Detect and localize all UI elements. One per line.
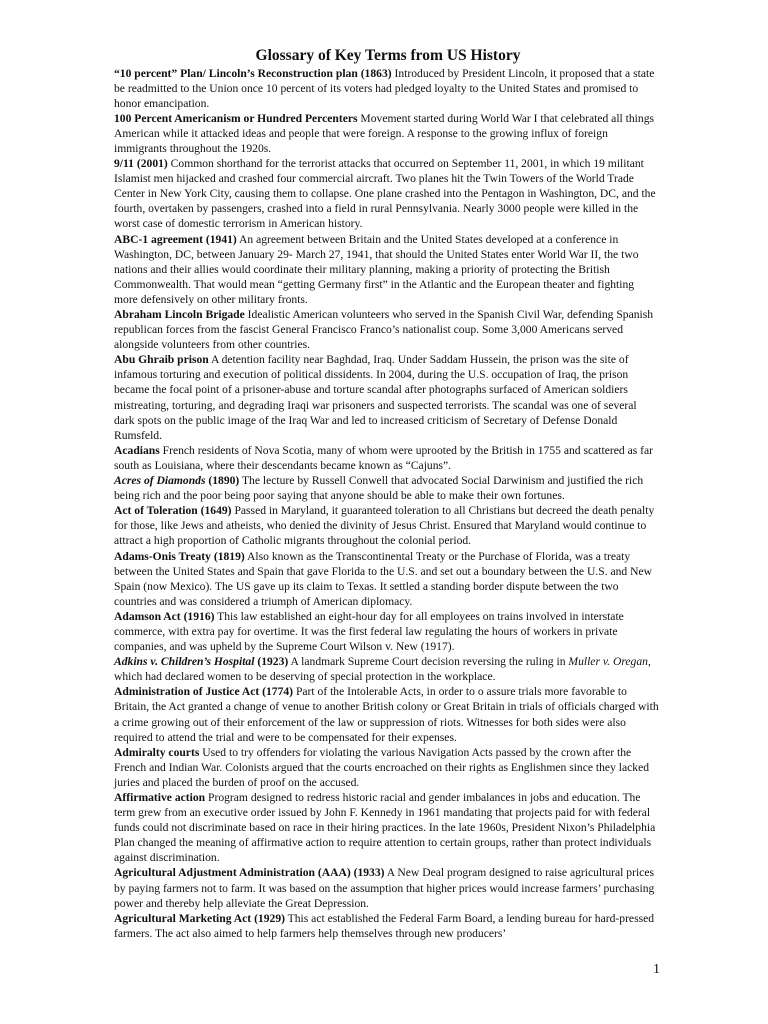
glossary-term: Abraham Lincoln Brigade	[114, 308, 245, 321]
glossary-definition: The lecture by Russell Conwell that advocated Social Darwinism and justified the rich being rich and the poor being poor saying that anyone should be able to make their own fortunes.	[114, 474, 644, 503]
glossary-definition: Common shorthand for the terrorist attacks that occurred on September 11, 2001, in which 19 militant Islamist men hijacked and crashed four commercial aircraft. Two planes hit the Twin Towers of the World Trade Center in New York City, causing them to collapse. One plane crashed into the Pentagon in Washington, DC, and the fourth, overtaken by passengers, crashed into a field in rural Pennsylvania. Nearly 3000 people were killed in the worst case of domestic terrorism in American history.	[114, 157, 656, 231]
glossary-entry	[114, 156, 659, 231]
glossary-definition-tail: , which had declared women to be deserving of special protection in the workplace.	[114, 655, 651, 684]
glossary-term: Acadians	[114, 443, 160, 457]
glossary-entry	[114, 911, 659, 941]
glossary-term-title: Acres of Diamonds	[114, 474, 206, 488]
glossary-term-title: Adkins v. Children’s Hospital	[114, 655, 255, 669]
glossary-term: “10 percent” Plan/ Lincoln’s Reconstruction plan (1863)	[114, 66, 392, 80]
glossary-entries	[114, 66, 659, 941]
glossary-term: Abu Ghraib prison	[114, 353, 209, 367]
glossary-term: Agricultural Adjustment Administration (AAA) (1933)	[114, 866, 385, 880]
glossary-definition: A New Deal program designed to raise agricultural prices by paying farmers not to farm. It was based on the assumption that higher prices would increase farmers’ purchasing power and thereby help alleviate the Great Depression.	[114, 866, 655, 910]
glossary-term: Adams-Onis Treaty (1819)	[114, 549, 245, 563]
glossary-term: Admiralty courts	[114, 745, 200, 759]
glossary-definition: Introduced by President Lincoln, it proposed that a state be readmitted to the Union once 10 percent of its voters had pledged loyalty to the United States and promised to honor emancipation.	[114, 66, 655, 110]
glossary-term: Adamson Act (1916)	[114, 609, 215, 623]
glossary-entry	[114, 684, 659, 744]
glossary-definition: Idealistic American volunteers who served in the Spanish Civil War, defending Spanish republican forces from the fascist General Francisco Franco’s nationalist coup. Some 3,000 Americans served alongside volunteers from other countries.	[114, 308, 654, 352]
glossary-entry	[114, 66, 659, 111]
glossary-entry	[114, 111, 659, 156]
glossary-definition: This act established the Federal Farm Board, a lending bureau for hard-pressed farmers. The act also aimed to help farmers help themselves through new producers’	[114, 911, 655, 940]
glossary-definition: This law established an eight-hour day for all employees on trains involved in interstate commerce, with extra pay for overtime. It was the first federal law regulating the hours of workers in private companies, and was upheld by the Supreme Court Wilson v. New (1917).	[114, 609, 624, 654]
page-number: 1	[653, 962, 660, 977]
glossary-term: 9/11 (2001)	[114, 157, 168, 171]
glossary-definition: Used to try offenders for violating the various Navigation Acts passed by the crown after the French and Indian War. Colonists argued that the courts encroached on their rights as Englishmen since they lacked juries and placed the burden of proof on the accused.	[114, 745, 650, 789]
glossary-entry	[114, 503, 659, 548]
glossary-entry	[114, 865, 659, 910]
glossary-entry	[114, 232, 659, 307]
glossary-term: 100 Percent Americanism or Hundred Percenters	[114, 111, 358, 125]
glossary-definition: A detention facility near Baghdad, Iraq. Under Saddam Hussein, the prison was the site of infamous torturing and execution of political dissidents. In 2004, during the U.S. occupation of Iraq, the prison became the focal point of a prisoner-abuse and torture scandal after photographs surfaced of American soldiers mistreating, torturing, and degrading Iraqi war prisoners and suspected terrorists. The scandal was one of several dark spots on the public image of the Iraq War and led to increased criticism of Secretary of Defense Donald Rumsfeld.	[114, 353, 637, 442]
glossary-entry	[114, 654, 659, 684]
glossary-entry	[114, 307, 659, 352]
glossary-definition: French residents of Nova Scotia, many of whom were uprooted by the British in 1755 and scattered as far south as Louisiana, where their descendants became known as “Cajuns”.	[114, 443, 653, 472]
glossary-term: Act of Toleration (1649)	[114, 504, 232, 518]
glossary-entry	[114, 473, 659, 503]
glossary-term: Administration of Justice Act (1774)	[114, 685, 294, 699]
glossary-term: ABC-1 agreement (1941)	[114, 232, 237, 246]
glossary-entry	[114, 790, 659, 865]
glossary-definition: Part of the Intolerable Acts, in order to o assure trials more favorable to Britain, the Act granted a change of venue to another British colony or Great Britain in trials of officials charged with a crime growing out of their enforcement of the law or suppression of riots. Witnesses for both sides were also required to attend the trial and were to be compensated for their expenses.	[114, 685, 659, 744]
case-name: Muller v. Oregan	[568, 655, 648, 669]
glossary-definition: An agreement between Britain and the United States developed at a conference in Washington, DC, between January 29- March 27, 1941, that should the United States enter World War II, the two nations and their allies would coordinate their military planning, making a priority of protecting the British Commonwealth. That would mean “getting Germany first” in the Atlantic and the European theater and fighting more defensively on other military fronts.	[114, 232, 639, 306]
glossary-term: Affirmative action	[114, 791, 206, 804]
glossary-term: Agricultural Marketing Act (1929)	[114, 911, 285, 925]
glossary-entry	[114, 443, 659, 473]
glossary-entry	[114, 609, 659, 654]
glossary-definition: Passed in Maryland, it guaranteed toleration to all Christians but decreed the death penalty for those, like Jews and atheists, who denied the divinity of Jesus Christ. Ensured that Maryland would continue to attract a high proportion of Catholic migrants throughout the colonial period.	[114, 504, 655, 548]
glossary-entry	[114, 745, 659, 790]
page-title: Glossary of Key Terms from US History	[255, 47, 521, 64]
glossary-definition: Program designed to redress historic racial and gender imbalances in jobs and education. The term grew from an executive order issued by John F. Kennedy in 1961 mandating that projects paid for with federal funds could not discriminate based on race in their hiring practices. In the late 1960s, President Nixon’s Philadelphia Plan changed the meaning of affirmative action to require attention to certain groups, rather than protect individuals against discrimination.	[114, 791, 656, 865]
glossary-entry	[114, 352, 659, 443]
glossary-term: (1890)	[205, 474, 240, 488]
glossary-definition: Movement started during World War I that celebrated all things American while it attacked ideas and people that were foreign. A response to the growing influx of foreign immigrants throughout the 1920s.	[114, 111, 655, 155]
glossary-definition: Also known as the Transcontinental Treaty or the Purchase of Florida, was a treaty between the United States and Spain that gave Florida to the U.S. and set out a boundary between the U.S. and New Spain (now Mexico). The US gave up its claim to Texas. It settled a standing border dispute between the two countries and was considered a triumph of American diplomacy.	[114, 549, 653, 608]
glossary-entry	[114, 549, 659, 609]
glossary-definition: A landmark Supreme Court decision reversing the ruling in	[288, 655, 569, 669]
glossary-term: (1923)	[254, 655, 289, 669]
